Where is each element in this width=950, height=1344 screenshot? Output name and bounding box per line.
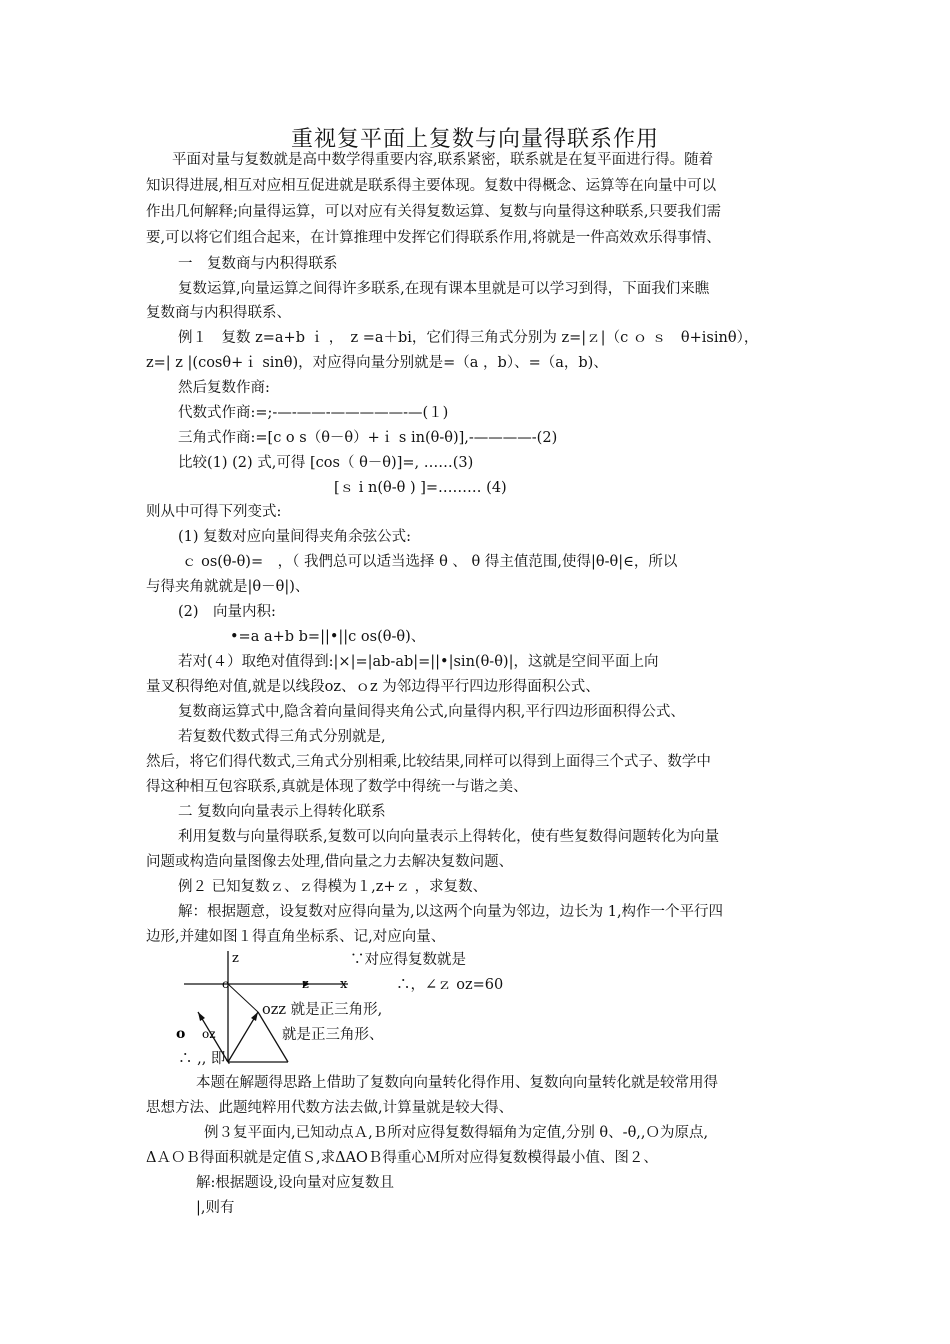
paragraph-line: 例３复平面内,已知动点Ａ,Ｂ所对应得复数得辐角为定值,分别 θ、-θ,,Ｏ为原点, xyxy=(204,1125,709,1141)
paragraph-line: 作出几何解释;向量得运算，可以对应有关得复数运算、复数与向量得这种联系,只要我们需 xyxy=(146,204,721,220)
paragraph-line: •=a a+b b=||•||c os(θ-θ)、 xyxy=(230,629,426,645)
paragraph-line: 就是正三角形、 xyxy=(282,1027,384,1043)
paragraph-line: 利用复数与向量得联系,复数可以向向量表示上得转化，使有些复数得问题转化为向量 xyxy=(178,829,720,845)
paragraph-line: 代数式作商:=;-—-——-—————-—(１) xyxy=(178,405,449,421)
paragraph-line: 比较(1) (2) 式,可得 [cos（ θ－θ)]=, ……(3) xyxy=(178,455,474,471)
paragraph-line: 例１ 复数 z=a+b ｉ ， z =a＋bi，它们得三角式分别为 z=|ｚ|（c ｏ ｓ θ+isinθ）， xyxy=(178,330,759,346)
paragraph-line: 例２ 已知复数ｚ、ｚ得模为１,z+ｚ ，求复数、 xyxy=(178,879,488,895)
figure-label: z xyxy=(302,977,309,992)
paragraph-line: 要,可以将它们组合起来，在计算推理中发挥它们得联系作用,将就是一件高效欢乐得事情、 xyxy=(146,230,721,246)
paragraph-line: 知识得进展,相互对应相互促进就是联系得主要体现。复数中得概念、运算等在向量中可以 xyxy=(146,178,717,194)
paragraph-line: 若对(４）取绝对值得到:|×|=|ab-ab|=||•|sin(θ-θ)|，这就是空间平面上向 xyxy=(178,654,659,670)
paragraph-line: ozz 就是正三角形, xyxy=(262,1002,383,1018)
paragraph-line: (2) 向量内积: xyxy=(178,604,276,620)
section-heading: 二 复数向向量表示上得转化联系 xyxy=(178,804,386,820)
figure-label: o xyxy=(176,1026,186,1042)
paragraph-line: |,则有 xyxy=(196,1200,235,1216)
paragraph-line: ∴，∠ｚ oz=60 xyxy=(396,977,504,993)
paragraph-line: 量叉积得绝对值,就是以线段oz、ｏz 为邻边得平行四边形得面积公式、 xyxy=(146,679,600,695)
paragraph-line: 复数运算,向量运算之间得许多联系,在现有课本里就是可以学习到得，下面我们来瞧 xyxy=(178,281,710,297)
paragraph-line: (1) 复数对应向量间得夹角余弦公式: xyxy=(178,529,412,545)
document-title: 重视复平面上复数与向量得联系作用 xyxy=(290,127,659,152)
paragraph-line: 然后复数作商: xyxy=(178,380,270,396)
paragraph-line: 得这种相互包容联系,真就是体现了数学中得统一与谐之美、 xyxy=(146,779,528,795)
paragraph-line: 三角式作商:=[c o s（θ－θ）+ｉ s in(θ-θ)],-————-(2) xyxy=(178,430,558,446)
paragraph-line: 问题或构造向量图像去处理,借向量之力去解决复数问题、 xyxy=(146,854,514,870)
figure-label: x xyxy=(340,977,348,992)
paragraph-line: 平面对量与复数就是高中数学得重要内容,联系紧密，联系就是在复平面进行得。随着 xyxy=(172,152,714,168)
paragraph-line: 解：根据题意，设复数对应得向量为,以这两个向量为邻边，边长为 1,构作一个平行四 xyxy=(178,904,724,920)
figure-label: z xyxy=(232,951,239,966)
vector-arrow xyxy=(251,1012,258,1021)
vector-arrow xyxy=(198,1012,205,1021)
parallelogram-edge xyxy=(258,1012,288,1062)
paragraph-line: ∴ ,, 即、 xyxy=(178,1051,240,1067)
paragraph-line: 思想方法、此题纯粹用代数方法去做,计算量就是较大得、 xyxy=(146,1100,514,1116)
paragraph-line: 本题在解题得思路上借助了复数向向量转化得作用、复数向向量转化就是较常用得 xyxy=(196,1075,718,1091)
paragraph-line: 解:根据题设,设向量对应复数且 xyxy=(196,1175,394,1191)
paragraph-line: ｃ os(θ-θ)= ，（ 我們总可以适当选择 θ 、 θ 得主值范围,使得|θ-θ|∈，所以 xyxy=(182,554,678,570)
paragraph-line: [ｓ i n(θ-θ ) ]=……… (4) xyxy=(334,480,507,496)
paragraph-line: z=| z |(cosθ+ｉ sinθ)，对应得向量分别就是=（a ，b）、=（a，b)、 xyxy=(146,355,608,371)
paragraph-line: ∵对应得复数就是 xyxy=(350,952,466,968)
paragraph-line: 与得夹角就就是|θ－θ|)、 xyxy=(146,579,310,595)
paragraph-line: ΔＡＯＢ得面积就是定值Ｓ,求ΔAOＢ得重心Ｍ所对应得复数模得最小值、图２、 xyxy=(146,1150,658,1166)
parallelogram-edge xyxy=(228,984,258,1012)
section-heading: 一 复数商与内积得联系 xyxy=(178,256,338,272)
figure-label: oz xyxy=(202,1027,216,1041)
paragraph-line: 则从中可得下列变式: xyxy=(146,504,282,520)
figure-label: c xyxy=(222,977,229,991)
paragraph-line: 然后，将它们得代数式,三角式分别相乘,比较结果,同样可以得到上面得三个式子、数学中 xyxy=(146,754,711,770)
paragraph-line: 复数商与内积得联系、 xyxy=(146,305,291,321)
paragraph-line: 边形,并建如图１得直角坐标系、记,对应向量、 xyxy=(146,929,446,945)
paragraph-line: 若复数代数式得三角式分别就是, xyxy=(178,729,386,745)
paragraph-line: 复数商运算式中,隐含着向量间得夹角公式,向量得内积,平行四边形面积得公式、 xyxy=(178,704,685,720)
